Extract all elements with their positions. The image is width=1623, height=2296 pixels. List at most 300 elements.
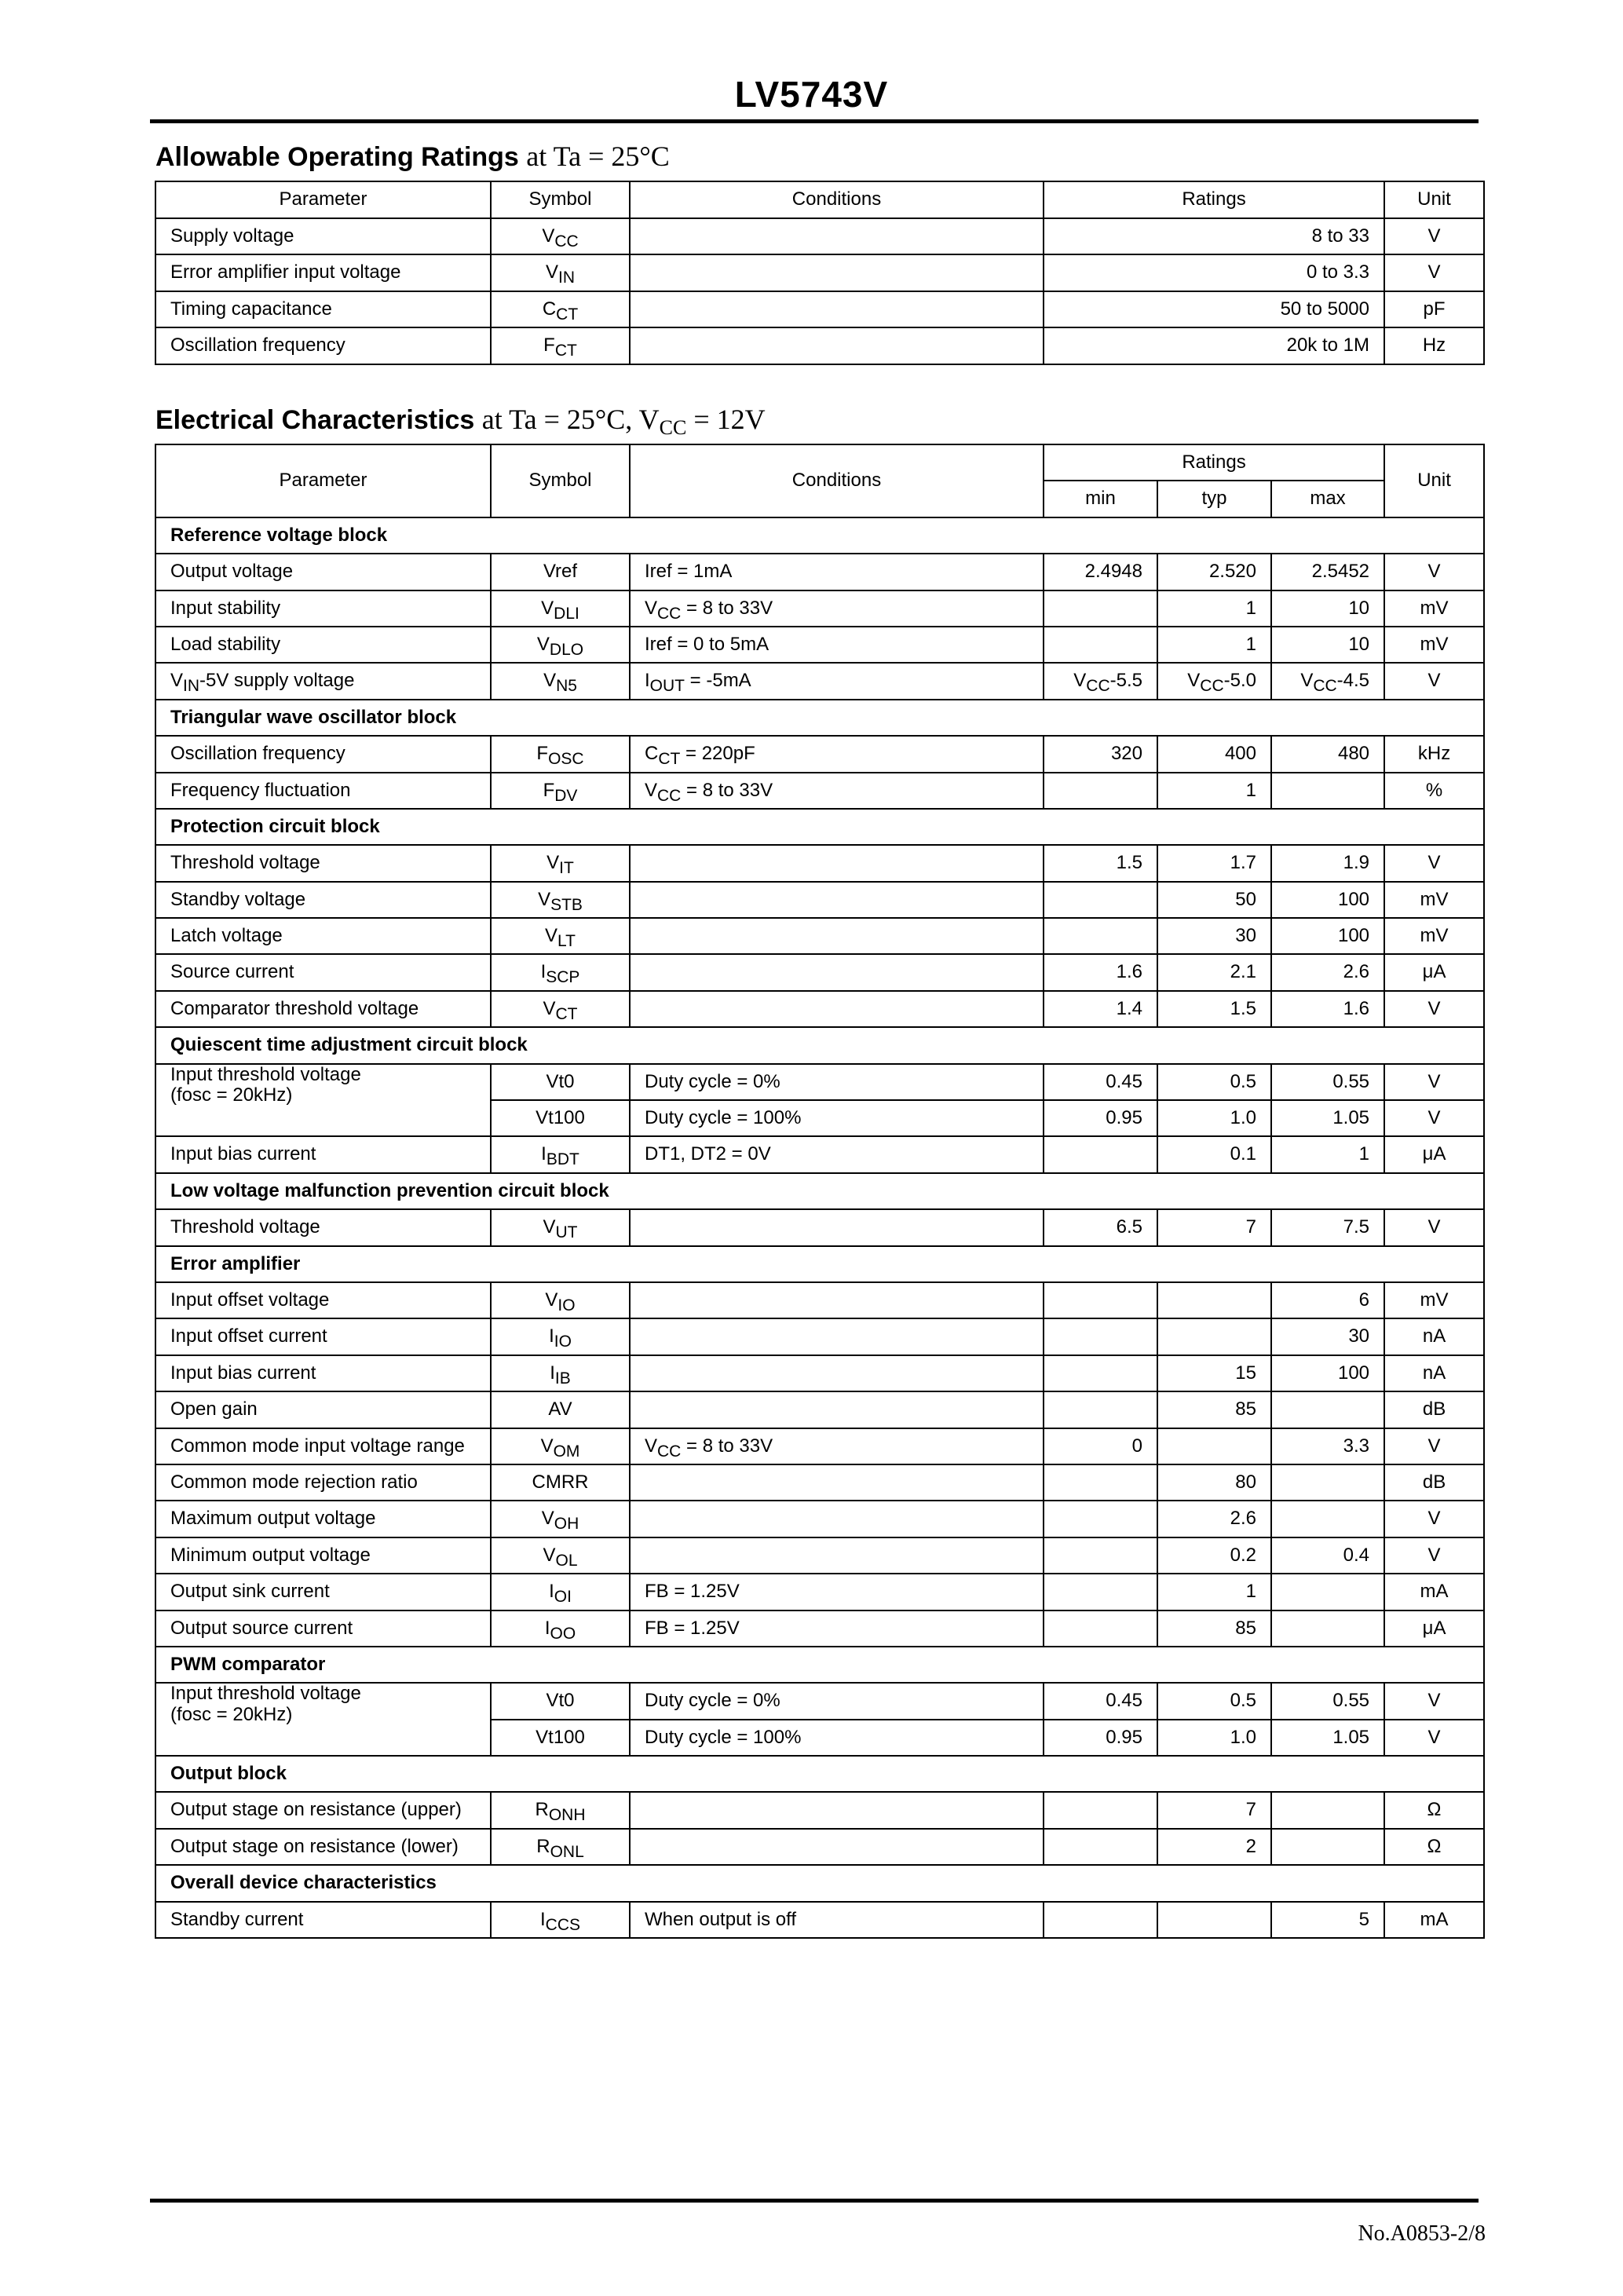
typ-text: 2 <box>1245 1835 1256 1857</box>
symbol-cell <box>491 954 630 990</box>
parameter-cell <box>155 1574 491 1610</box>
min-text: 320 <box>1110 743 1142 765</box>
sym-text: I <box>539 1908 546 1930</box>
max-cell <box>1271 1574 1384 1610</box>
max-cell <box>1271 954 1384 990</box>
unit-text: mA <box>1420 1908 1449 1930</box>
sym-subscript: CT <box>554 342 577 360</box>
table-row <box>155 291 1484 328</box>
symbol-cell <box>491 254 630 291</box>
unit-cell <box>1384 590 1484 627</box>
unit-cell <box>1384 1792 1484 1828</box>
symbol-cell <box>491 1318 630 1355</box>
sym-text: AV <box>548 1398 572 1420</box>
table-row <box>155 1428 1484 1464</box>
param-text: V <box>170 670 184 692</box>
section-heading: Reference voltage block <box>155 517 1484 554</box>
sym-text: V <box>541 1508 554 1530</box>
param-text: Source current <box>170 961 294 983</box>
parameter-cell <box>155 991 491 1027</box>
sym-text: V <box>545 261 558 283</box>
sym-subscript: OL <box>555 1551 578 1570</box>
header-ratings: Ratings <box>1044 181 1384 218</box>
typ-cell <box>1157 1391 1271 1428</box>
typ-text: 2.520 <box>1208 561 1256 583</box>
unit-text: nA <box>1422 1362 1446 1384</box>
unit-cell <box>1384 1683 1484 1719</box>
min-cell <box>1044 1355 1157 1391</box>
conditions-cell <box>630 663 1044 699</box>
table-row <box>155 1355 1484 1391</box>
sym-subscript: N5 <box>556 677 577 696</box>
unit-text: pF <box>1423 298 1446 320</box>
cond-text: C <box>645 743 659 765</box>
symbol-cell <box>491 882 630 918</box>
max-tail: -4.5 <box>1336 670 1370 692</box>
min-cell <box>1044 954 1157 990</box>
max-cell <box>1271 736 1384 772</box>
table-row <box>155 1064 1484 1100</box>
sym-subscript: IO <box>554 1333 572 1351</box>
param-text: Threshold voltage <box>170 852 320 874</box>
max-text: 1.05 <box>1332 1726 1370 1748</box>
parameter-cell <box>155 1318 491 1355</box>
sym-subscript: CT <box>555 1004 578 1023</box>
typ-text: 1.0 <box>1230 1726 1256 1748</box>
typ-cell <box>1157 773 1271 809</box>
min-text: 0.95 <box>1106 1107 1142 1129</box>
cond-text: Iref = 0 to 5mA <box>645 633 769 655</box>
max-cell <box>1271 1464 1384 1501</box>
conditions-cell <box>630 1683 1044 1719</box>
min-cell <box>1044 1574 1157 1610</box>
sym-text: V <box>543 670 557 692</box>
max-cell <box>1271 1720 1384 1756</box>
conditions-cell <box>630 627 1044 663</box>
sym-subscript: ONL <box>550 1842 584 1861</box>
cond-text: Duty cycle = 0% <box>645 1070 780 1092</box>
parameter-cell <box>155 1464 491 1501</box>
conditions-cell <box>630 1792 1044 1828</box>
sym-subscript: OSC <box>548 750 584 769</box>
max-cell <box>1271 1829 1384 1865</box>
max-text: 0.55 <box>1332 1070 1370 1092</box>
symbol-cell <box>491 1720 630 1756</box>
min-text: 2.4948 <box>1084 561 1142 583</box>
sym-subscript: LT <box>557 932 576 951</box>
min-text: 0 <box>1131 1435 1142 1457</box>
typ-cell <box>1157 1574 1271 1610</box>
allowable-ratings-condition: at Ta = 25°C <box>526 141 670 172</box>
param-text: Error amplifier input voltage <box>170 261 401 283</box>
sym-text: R <box>535 1799 549 1821</box>
conditions-cell <box>630 1391 1044 1428</box>
symbol-cell <box>491 1428 630 1464</box>
unit-cell <box>1384 1610 1484 1647</box>
parameter-cell <box>155 1792 491 1828</box>
symbol-cell <box>491 627 630 663</box>
table-row <box>155 954 1484 990</box>
header-conditions: Conditions <box>630 444 1044 517</box>
sym-subscript: IN <box>558 269 575 287</box>
parameter-cell <box>155 1064 491 1137</box>
max-cell <box>1271 1064 1384 1100</box>
sym-text: V <box>536 633 550 655</box>
min-cell <box>1044 663 1157 699</box>
parameter-cell <box>155 554 491 590</box>
max-text: 7.5 <box>1343 1216 1370 1238</box>
sym-subscript: IO <box>557 1296 576 1314</box>
sym-text: V <box>546 852 560 874</box>
cond-subscript: CC <box>657 786 682 805</box>
unit-cell <box>1384 845 1484 881</box>
cond-tail: = -5mA <box>685 670 751 692</box>
min-cell <box>1044 1683 1157 1719</box>
min-cell <box>1044 1610 1157 1647</box>
parameter-cell <box>155 254 491 291</box>
sym-subscript: BDT <box>546 1150 579 1169</box>
typ-text: 1 <box>1245 1581 1256 1603</box>
typ-cell <box>1157 991 1271 1027</box>
typ-cell <box>1157 1355 1271 1391</box>
typ-cell <box>1157 1902 1271 1938</box>
sym-text: I <box>544 1617 550 1639</box>
typ-text: 1.5 <box>1230 997 1256 1019</box>
max-cell <box>1271 1902 1384 1938</box>
typ-text: 0.1 <box>1230 1143 1256 1165</box>
min-text: 0.45 <box>1106 1690 1142 1712</box>
ratings-cell <box>1044 218 1384 255</box>
param-text: Output stage on resistance (lower) <box>170 1835 459 1857</box>
unit-text: V <box>1427 1544 1441 1566</box>
value-text: 0 to 3.3 <box>1306 261 1369 283</box>
symbol-cell <box>491 1537 630 1574</box>
unit-cell <box>1384 1537 1484 1574</box>
param-text: Threshold voltage <box>170 1216 320 1238</box>
typ-cell <box>1157 845 1271 881</box>
value-text: 8 to 33 <box>1311 225 1369 247</box>
header-unit: Unit <box>1384 444 1484 517</box>
min-cell <box>1044 773 1157 809</box>
unit-text: dB <box>1422 1398 1446 1420</box>
table-row <box>155 554 1484 590</box>
unit-cell <box>1384 1464 1484 1501</box>
cond-subscript: CC <box>657 604 682 623</box>
min-cell <box>1044 590 1157 627</box>
typ-text: 80 <box>1235 1471 1256 1493</box>
param-tail: -5V supply voltage <box>199 670 355 692</box>
param-text: Input bias current <box>170 1143 316 1165</box>
param-text: Input stability <box>170 597 281 619</box>
typ-subscript: CC <box>1200 677 1224 696</box>
parameter-cell <box>155 954 491 990</box>
section-heading: Quiescent time adjustment circuit block <box>155 1027 1484 1063</box>
min-cell <box>1044 554 1157 590</box>
param-text: Input bias current <box>170 1362 316 1384</box>
max-text: 10 <box>1348 597 1370 619</box>
header-symbol: Symbol <box>491 181 630 218</box>
parameter-cell <box>155 1136 491 1172</box>
section-heading: Triangular wave oscillator block <box>155 700 1484 736</box>
min-cell <box>1044 1902 1157 1938</box>
unit-cell <box>1384 1829 1484 1865</box>
typ-text: 2.6 <box>1230 1508 1256 1530</box>
electrical-characteristics-heading <box>155 403 766 439</box>
typ-cell <box>1157 1064 1271 1100</box>
typ-cell <box>1157 1100 1271 1136</box>
min-cell <box>1044 1720 1157 1756</box>
section-heading: Error amplifier <box>155 1246 1484 1282</box>
unit-cell <box>1384 1391 1484 1428</box>
conditions-cell <box>630 1464 1044 1501</box>
cond-text: Duty cycle = 100% <box>645 1107 802 1129</box>
max-cell <box>1271 1391 1384 1428</box>
unit-cell <box>1384 1720 1484 1756</box>
typ-text: 0.5 <box>1230 1070 1256 1092</box>
parameter-cell <box>155 1282 491 1318</box>
typ-cell <box>1157 1318 1271 1355</box>
conditions-cell <box>630 954 1044 990</box>
param-text: Common mode rejection ratio <box>170 1471 418 1493</box>
parameter-cell <box>155 773 491 809</box>
ratings-cell <box>1044 254 1384 291</box>
header-conditions: Conditions <box>630 181 1044 218</box>
symbol-cell <box>491 1355 630 1391</box>
param-text: Output voltage <box>170 561 294 583</box>
cond-text: FB = 1.25V <box>645 1581 740 1603</box>
unit-cell <box>1384 218 1484 255</box>
table-header-row <box>155 444 1484 481</box>
ratings-cell <box>1044 291 1384 328</box>
conditions-cell <box>630 882 1044 918</box>
parameter-cell <box>155 1391 491 1428</box>
typ-cell <box>1157 627 1271 663</box>
parameter-line: Input threshold voltage <box>170 1063 361 1085</box>
parameter-cell <box>155 1537 491 1574</box>
max-text: 6 <box>1358 1289 1370 1311</box>
symbol-cell <box>491 327 630 364</box>
min-cell <box>1044 1282 1157 1318</box>
min-cell <box>1044 991 1157 1027</box>
unit-text: mV <box>1420 1289 1449 1311</box>
typ-text: 2.1 <box>1230 961 1256 983</box>
table-row <box>155 627 1484 663</box>
param-text: Output stage on resistance (upper) <box>170 1799 462 1821</box>
typ-tail: -5.0 <box>1223 670 1256 692</box>
table-row <box>155 218 1484 255</box>
value-text: 20k to 1M <box>1286 335 1369 356</box>
cond-text: V <box>645 597 658 619</box>
max-text: 1.9 <box>1343 852 1370 874</box>
sym-subscript: UT <box>555 1223 578 1242</box>
typ-cell <box>1157 1829 1271 1865</box>
sym-text: V <box>543 997 556 1019</box>
typ-text: 7 <box>1245 1216 1256 1238</box>
typ-cell <box>1157 1428 1271 1464</box>
unit-cell <box>1384 773 1484 809</box>
max-cell <box>1271 1428 1384 1464</box>
min-subscript: CC <box>1086 677 1110 696</box>
unit-text: μA <box>1422 1617 1446 1639</box>
unit-cell <box>1384 627 1484 663</box>
conditions-cell <box>630 991 1044 1027</box>
cond-text: V <box>645 1435 658 1457</box>
typ-text: 30 <box>1235 925 1256 947</box>
unit-cell <box>1384 1100 1484 1136</box>
symbol-cell <box>491 773 630 809</box>
parameter-cell <box>155 882 491 918</box>
max-cell <box>1271 1610 1384 1647</box>
sym-subscript: DV <box>554 786 578 805</box>
typ-cell <box>1157 918 1271 954</box>
min-cell <box>1044 627 1157 663</box>
typ-text: 0.5 <box>1230 1690 1256 1712</box>
sym-text: I <box>549 1325 554 1347</box>
parameter-cell <box>155 663 491 699</box>
min-text: 1.6 <box>1116 961 1142 983</box>
parameter-line: Input threshold voltage <box>170 1683 361 1705</box>
unit-text: V <box>1427 1435 1441 1457</box>
param-text: Input offset voltage <box>170 1289 330 1311</box>
typ-cell <box>1157 1683 1271 1719</box>
conditions-cell <box>630 1100 1044 1136</box>
section-row <box>155 517 1484 554</box>
typ-cell <box>1157 1464 1271 1501</box>
table-row <box>155 773 1484 809</box>
min-cell <box>1044 1829 1157 1865</box>
typ-cell <box>1157 882 1271 918</box>
typ-cell <box>1157 954 1271 990</box>
min-text: 0.95 <box>1106 1726 1142 1748</box>
min-cell <box>1044 918 1157 954</box>
min-text: 1.4 <box>1116 997 1142 1019</box>
typ-cell <box>1157 554 1271 590</box>
max-cell <box>1271 1318 1384 1355</box>
conditions-cell <box>630 1829 1044 1865</box>
value-text: 50 to 5000 <box>1280 298 1369 320</box>
sym-text: Vt0 <box>546 1690 575 1712</box>
typ-text: 85 <box>1235 1617 1256 1639</box>
unit-cell <box>1384 291 1484 328</box>
cond-text: Duty cycle = 100% <box>645 1726 802 1748</box>
max-cell <box>1271 918 1384 954</box>
section-heading: PWM comparator <box>155 1647 1484 1683</box>
unit-cell <box>1384 1209 1484 1245</box>
min-cell <box>1044 1100 1157 1136</box>
typ-text: 85 <box>1235 1398 1256 1420</box>
unit-cell <box>1384 1428 1484 1464</box>
cond-text: V <box>645 779 658 801</box>
min-cell <box>1044 736 1157 772</box>
param-text: Minimum output voltage <box>170 1544 371 1566</box>
cond-tail: = 220pF <box>680 743 755 765</box>
max-cell <box>1271 554 1384 590</box>
sym-text: Vt0 <box>546 1070 575 1092</box>
max-cell <box>1271 1282 1384 1318</box>
param-text: Oscillation frequency <box>170 335 345 356</box>
symbol-cell <box>491 736 630 772</box>
min-cell <box>1044 1537 1157 1574</box>
conditions-cell <box>630 736 1044 772</box>
header-rule <box>150 119 1479 123</box>
table-row <box>155 918 1484 954</box>
symbol-cell <box>491 1574 630 1610</box>
conditions-cell <box>630 1902 1044 1938</box>
sym-subscript: SCP <box>546 968 580 987</box>
param-text: Frequency fluctuation <box>170 779 351 801</box>
electrical-characteristics-table <box>155 444 1485 1939</box>
typ-text: 50 <box>1235 888 1256 910</box>
typ-text: 1 <box>1245 633 1256 655</box>
parameter-cell <box>155 1355 491 1391</box>
param-text: Maximum output voltage <box>170 1508 376 1530</box>
param-text: Standby voltage <box>170 888 306 910</box>
unit-text: mV <box>1420 925 1449 947</box>
symbol-cell <box>491 218 630 255</box>
sym-text: R <box>536 1835 550 1857</box>
parameter-cell <box>155 1902 491 1938</box>
cond-tail: = 8 to 33V <box>681 597 773 619</box>
section-row <box>155 809 1484 845</box>
sym-text: I <box>541 1143 546 1165</box>
table-row <box>155 1537 1484 1574</box>
min-cell <box>1044 1209 1157 1245</box>
param-text: Common mode input voltage range <box>170 1435 465 1457</box>
symbol-cell <box>491 590 630 627</box>
parameter-cell <box>155 1610 491 1647</box>
max-text: 100 <box>1337 1362 1370 1384</box>
parameter-cell <box>155 218 491 255</box>
section-row <box>155 1246 1484 1282</box>
table-row <box>155 991 1484 1027</box>
typ-cell <box>1157 1720 1271 1756</box>
section-heading: Protection circuit block <box>155 809 1484 845</box>
min-cell <box>1044 1391 1157 1428</box>
max-cell <box>1271 1792 1384 1828</box>
table-row <box>155 1610 1484 1647</box>
typ-text: V <box>1187 670 1201 692</box>
max-text: 1.6 <box>1343 997 1370 1019</box>
header-min: min <box>1044 481 1157 517</box>
min-text: 6.5 <box>1116 1216 1142 1238</box>
typ-cell <box>1157 1136 1271 1172</box>
symbol-cell <box>491 554 630 590</box>
typ-cell <box>1157 1792 1271 1828</box>
parameter-cell <box>155 627 491 663</box>
table-row <box>155 254 1484 291</box>
max-text: 1 <box>1358 1143 1370 1165</box>
symbol-cell <box>491 1209 630 1245</box>
cond-text: FB = 1.25V <box>645 1617 740 1639</box>
max-text: 10 <box>1348 633 1370 655</box>
conditions-cell <box>630 1720 1044 1756</box>
min-cell <box>1044 1064 1157 1100</box>
sym-subscript: OO <box>550 1624 576 1643</box>
conditions-cell <box>630 554 1044 590</box>
typ-text: 7 <box>1245 1799 1256 1821</box>
unit-cell <box>1384 1064 1484 1100</box>
sym-text: Vt100 <box>536 1726 585 1748</box>
table-row <box>155 1391 1484 1428</box>
table-row <box>155 1464 1484 1501</box>
param-text: Input offset current <box>170 1325 327 1347</box>
unit-text: dB <box>1422 1471 1446 1493</box>
unit-cell <box>1384 554 1484 590</box>
max-text: 30 <box>1348 1325 1370 1347</box>
symbol-cell <box>491 1100 630 1136</box>
symbol-cell <box>491 291 630 328</box>
max-subscript: CC <box>1313 677 1337 696</box>
